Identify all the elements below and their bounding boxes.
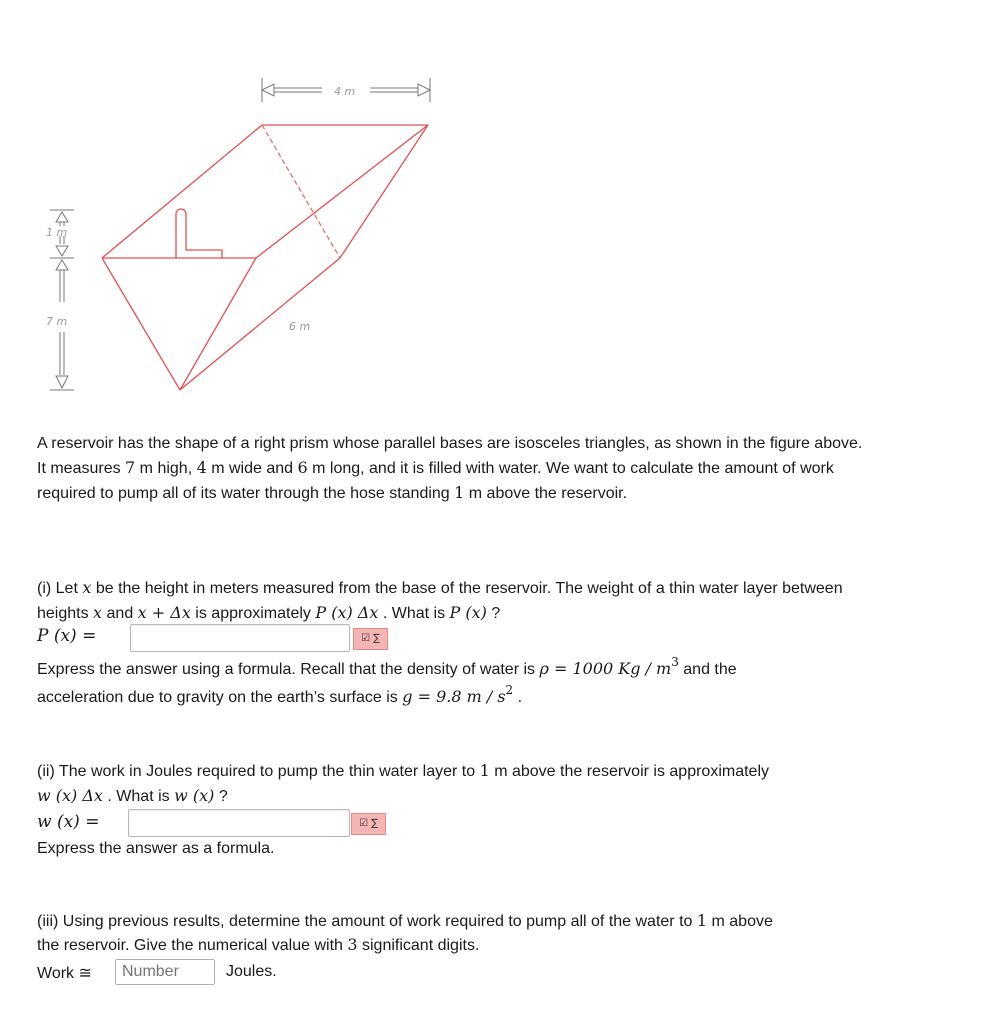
work-unit: Joules. bbox=[226, 963, 277, 980]
work-number-input[interactable] bbox=[115, 959, 215, 985]
part1-question: (i) Let x be the height in meters measured from the base of the reservoir. The weight of a thin water layer between heights x and x + Δx is approximately P (x) Δx . What is P (x) ? bbox=[37, 578, 843, 622]
part3-question-line2: the reservoir. Give the numerical value with 3 significant digits. bbox=[37, 935, 480, 954]
p-formula-editor-button[interactable] bbox=[353, 628, 388, 650]
reservoir-figure bbox=[40, 70, 460, 400]
part2-question-line1: (ii) The work in Joules required to pump the thin water layer to 1 m above the reservoir is approximately bbox=[37, 761, 769, 780]
part2-answer-label: w (x) = bbox=[37, 812, 100, 832]
function-icon: ∑ bbox=[371, 818, 378, 829]
prism-outline bbox=[102, 125, 428, 390]
check-icon: ☑ bbox=[361, 633, 371, 644]
part1-hint-line2: acceleration due to gravity on the earth’s surface is g = 9.8 m / $s^2$ . bbox=[37, 683, 523, 706]
length-label: 6 m bbox=[289, 320, 311, 333]
w-formula-editor-button[interactable] bbox=[351, 813, 386, 835]
reservoir-height-label: 7 m bbox=[46, 315, 68, 328]
width-label: 4 m bbox=[334, 85, 356, 98]
work-label: Work ≅ bbox=[37, 965, 92, 982]
part1-hint-line1: Express the answer using a formula. Recall that the density of water is ρ = 1000 Kg / $m^3$ and the bbox=[37, 655, 737, 678]
function-icon: ∑ bbox=[373, 633, 380, 644]
hose-height-label: 1 m bbox=[46, 226, 68, 239]
w-formula-input[interactable] bbox=[128, 809, 350, 837]
part3-question-line1: (iii) Using previous results, determine the amount of work required to pump all of the water to 1 m above bbox=[37, 911, 773, 930]
p-formula-input[interactable] bbox=[130, 624, 350, 652]
problem-statement: A reservoir has the shape of a right prism whose parallel bases are isosceles triangles, as shown in the figure above. It measures 7 m high, 4 m wide and 6 m long, and it is filled with water. We want to calculate the amount of work required to pump all of its water through the hose standing 1 m above the reservoir. bbox=[37, 435, 863, 502]
part1-answer-label: P (x) = bbox=[37, 626, 97, 646]
part2-question-line2: w (x) Δx . What is w (x) ? bbox=[37, 786, 228, 805]
check-icon: ☑ bbox=[359, 818, 369, 829]
part2-hint: Express the answer as a formula. bbox=[37, 840, 275, 857]
